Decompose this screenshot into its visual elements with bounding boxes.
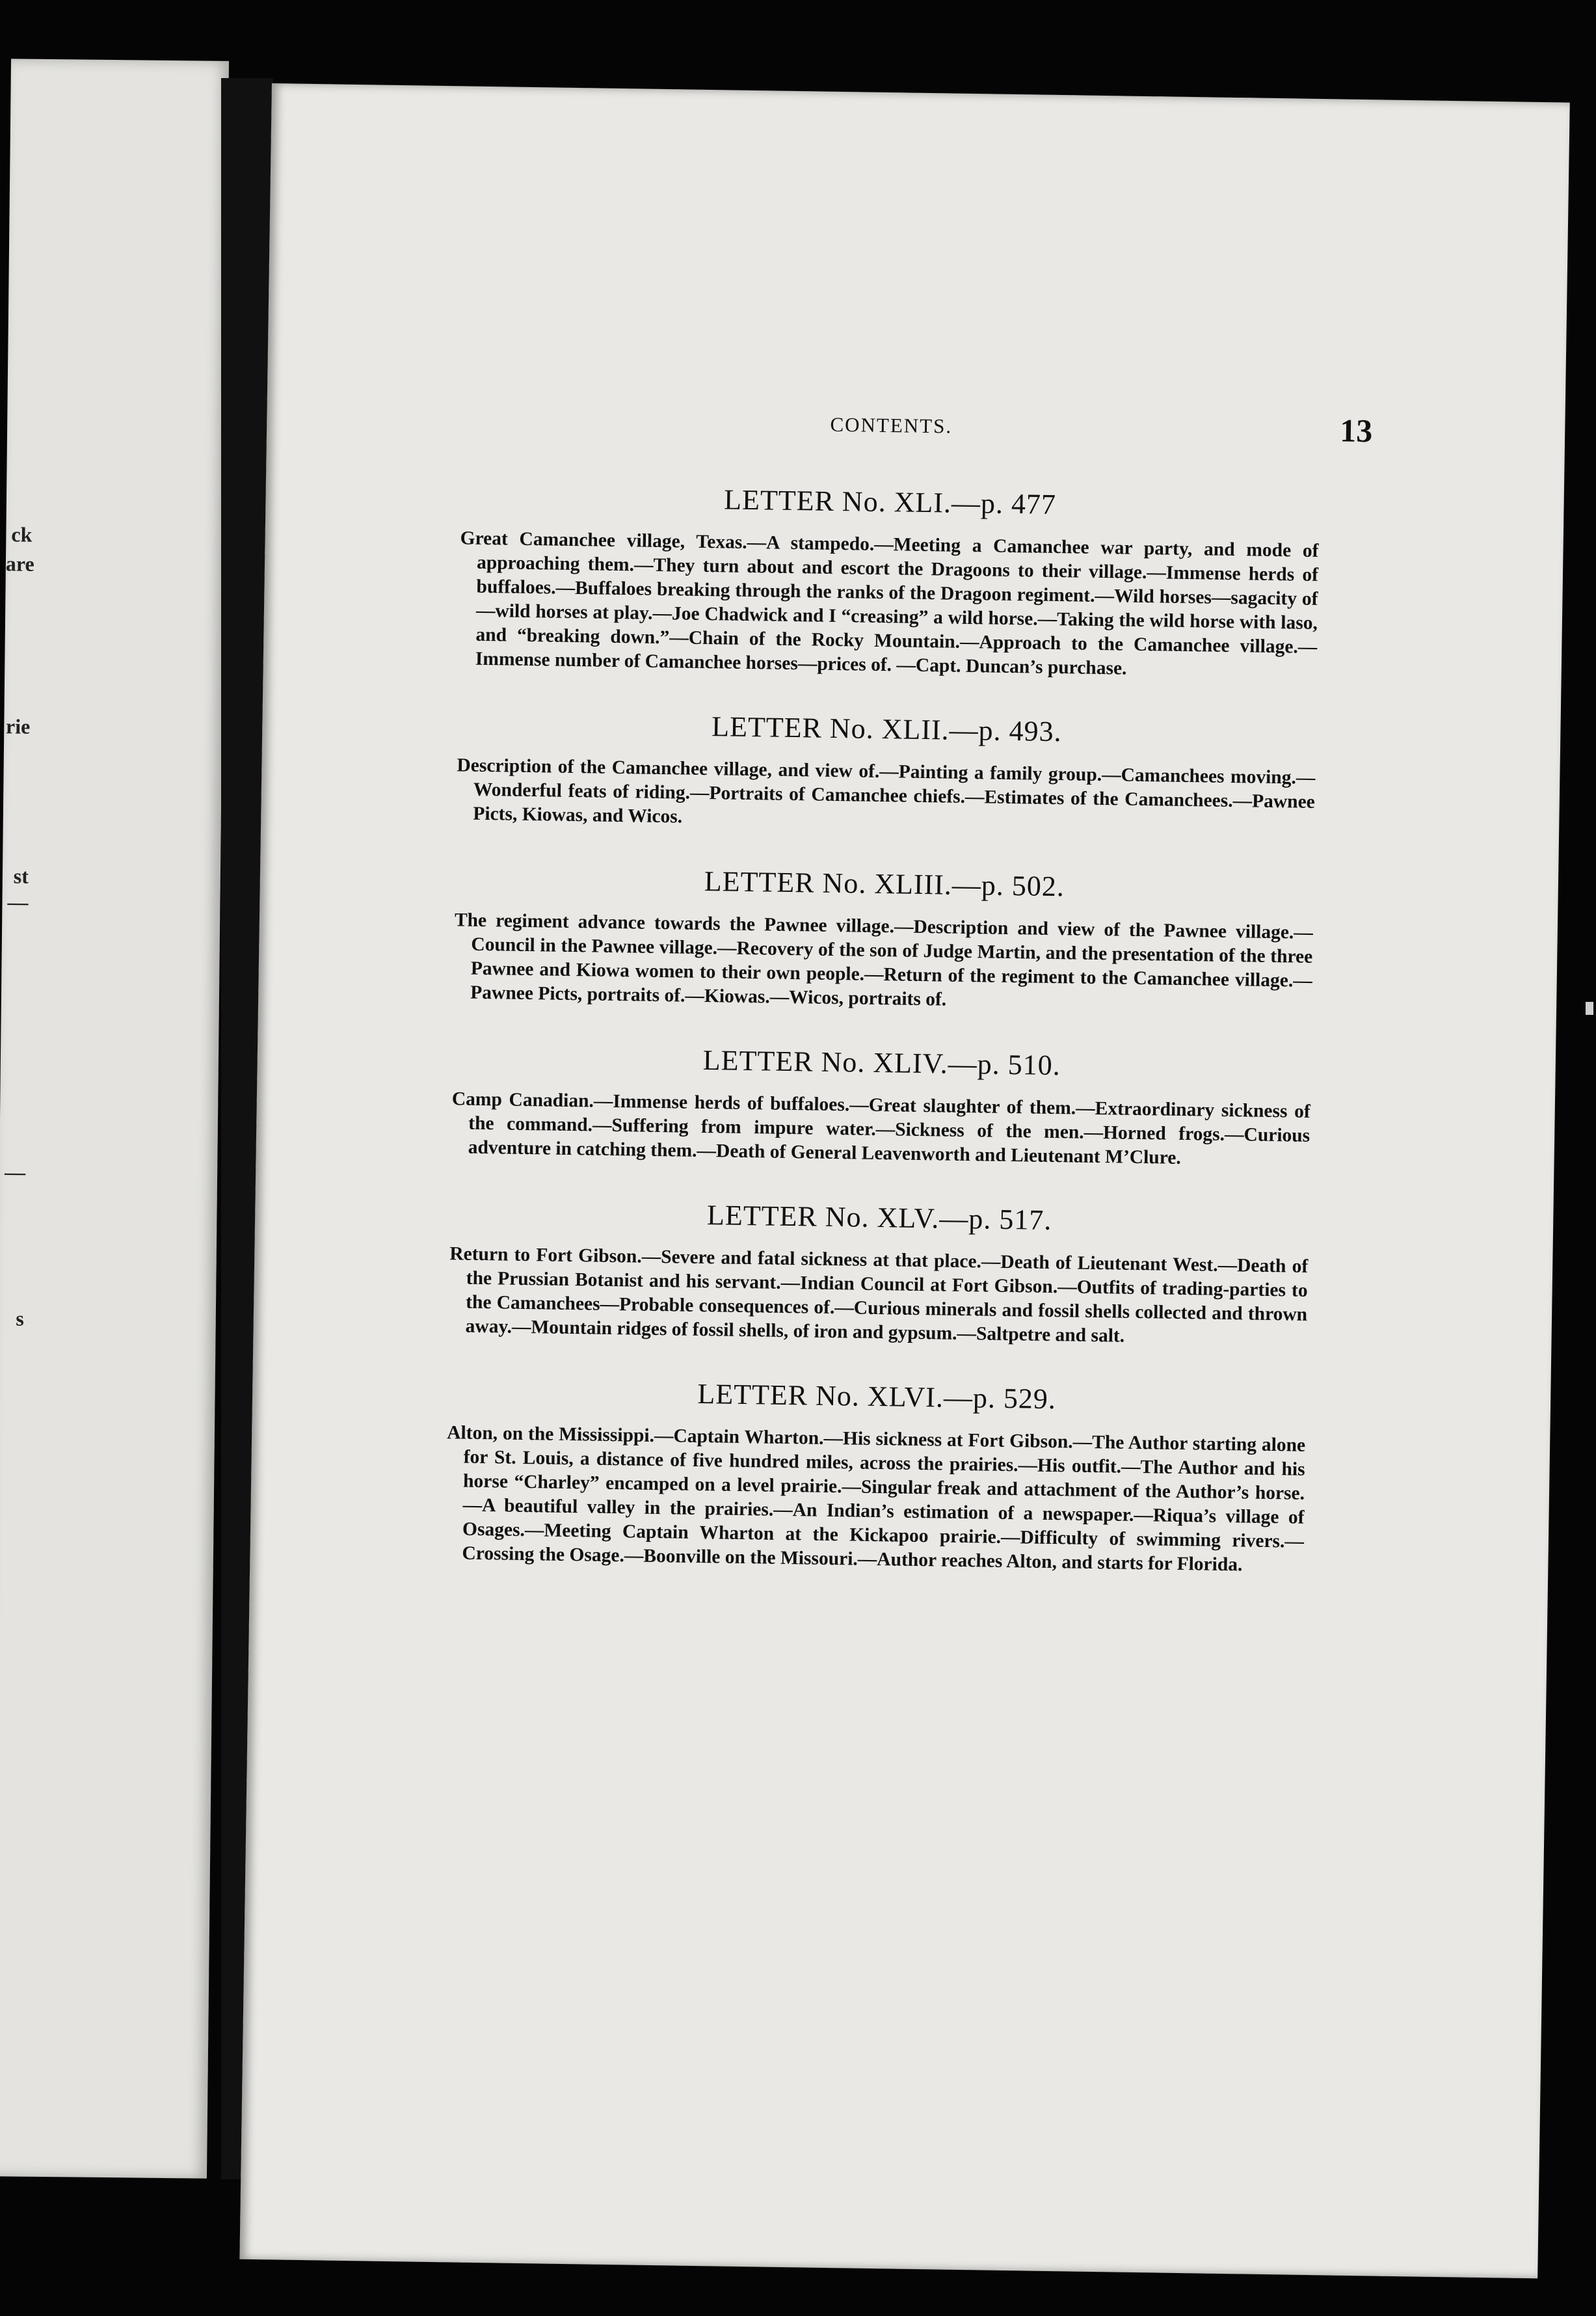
facing-page-fragment: are [5,552,34,576]
scan-edge-mark [1586,1002,1593,1015]
page-content [445,398,1373,1578]
facing-page-fragment: — [7,890,29,914]
letter-heading: LETTER No. XLI.—p. 477 [723,483,1057,520]
running-head [462,398,1373,457]
letter-heading: LETTER No. XLIV.—p. 510. [702,1044,1061,1082]
letter-description: Alton, on the Mississippi.—Captain Wharton.—His sickness at Fort Gibson.—The Author starting alone for St. Louis, a distance of five hundred miles, across the prairies.—His outfit.—The Author and his horse “Charley” encamped on a level prairie.—Singular freak and attachment of the Author’s horse.—A beautiful valley in the prairies.—An Indian’s estimation of a newspaper.—Riqua’s village of Osages.—Meeting Captain Wharton at the Kickapoo prairie.—Difficulty of swimming rivers.—Crossing the Osage.—Boonville on the Missouri.—Author reaches Alton, and starts for Florida. [447,1422,1306,1576]
letter-entry [451,1040,1311,1172]
page-number: 13 [1339,412,1373,450]
letter-entry [456,706,1316,839]
letter-entry [445,1373,1306,1578]
letter-entry [453,861,1314,1017]
facing-page-fragment: — [4,1160,26,1184]
facing-page-fragment: ck [11,522,33,546]
letter-entry [448,1194,1309,1351]
letter-heading: LETTER No. XLVI.—p. 529. [697,1377,1057,1416]
letter-description: Great Camanchee village, Texas.—A stampedo.—Meeting a Camanchee war party, and mode of approaching them.—They turn about and escort the Dragoons to their village.—Immense herds of buffaloes.—Buffaloes breaking through the ranks of the Dragoon regiment.—Wild horses—sagacity of—wild horses at play.—Joe Chadwick and I “creasing” a wild horse.—Taking the wild horse with laso, and “breaking down.”—Chain of the Rocky Mountain.—Approach to the Camanchee village.—Immense number of Camanchee horses—prices of. —Capt. Duncan’s purchase. [460,528,1319,679]
facing-page-edge [0,59,229,2178]
letter-description: The regiment advance towards the Pawnee village.—Description and view of the Pawnee village.—Council in the Pawnee village.—Recovery of the son of Judge Martin, and the presentation of the three Pawnee and Kiowa women to their own people.—Return of the regiment to the Camanchee village.—Pawnee Picts, portraits of.—Kiowas.—Wicos, portraits of. [454,909,1314,1010]
letter-description: Camp Canadian.—Immense herds of buffaloes.—Great slaughter of them.—Extraordinary sickness of the command.—Suffering from impure water.—Sickness of the men.—Horned frogs.—Curious adventure in catching them.—Death of General Leavenworth and Lieutenant M’Clure. [451,1088,1310,1168]
letter-heading: LETTER No. XLIII.—p. 502. [704,865,1065,903]
letter-entry [459,479,1320,684]
letter-heading: LETTER No. XLII.—p. 493. [711,710,1062,748]
running-title: CONTENTS. [830,412,953,438]
letter-heading: LETTER No. XLV.—p. 517. [706,1199,1052,1236]
letter-description: Return to Fort Gibson.—Severe and fatal sickness at that place.—Death of Lieutenant West.—Death of the Prussian Botanist and his servant.—Indian Council at Fort Gibson.—Outfits of trading-parties to the Camanchees—Probable consequences of.—Curious minerals and fossil shells collected and thrown away.—Mountain ridges of fossil shells, of iron and gypsum.—Saltpetre and salt. [449,1243,1309,1347]
facing-page-fragment: rie [5,714,31,738]
facing-page-fragment: s [16,1306,24,1330]
contents-page [239,83,1569,2278]
facing-page-fragment: st [13,864,29,888]
letter-description: Description of the Camanchee village, and view of.—Painting a family group.—Camanchees moving.—Wonderful feats of riding.—Portraits of Camanchee chiefs.—Estimates of the Camanchees.—Pawnee Picts, Kiowas, and Wicos. [457,755,1316,828]
